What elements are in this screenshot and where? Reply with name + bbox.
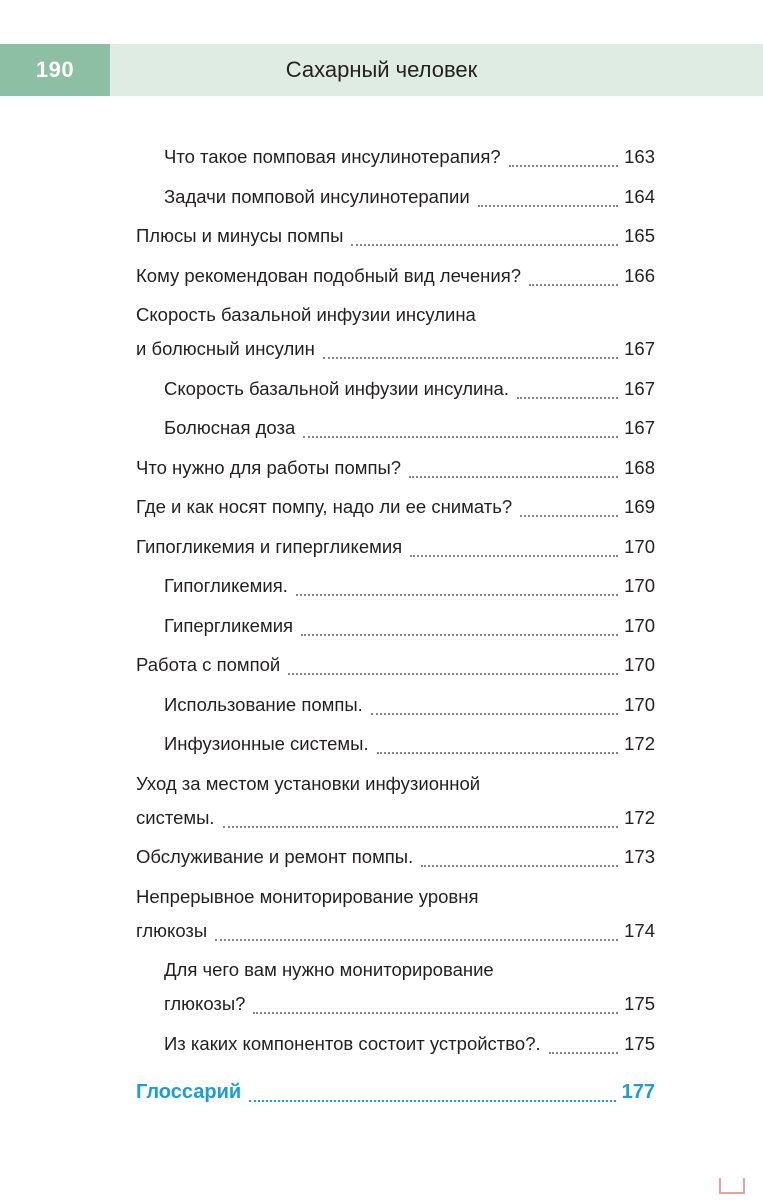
- dot-leader: [301, 634, 618, 636]
- toc-entry[interactable]: [136, 219, 655, 253]
- dot-leader: [296, 594, 618, 596]
- toc-entry[interactable]: [136, 688, 655, 722]
- toc-entry-label: Задачи помповой инсулинотерапии: [164, 185, 470, 207]
- toc-entry-label-block: [136, 880, 655, 948]
- toc-entry[interactable]: [136, 180, 655, 214]
- dot-leader: [517, 397, 618, 399]
- toc-entry-label-line2: глюкозы?: [164, 993, 246, 1014]
- toc-entry-page-number: 168: [624, 456, 655, 478]
- toc-entry[interactable]: [136, 840, 655, 874]
- toc-entry-page-number: 165: [624, 225, 655, 246]
- toc-entry-label-line2-row: [136, 801, 655, 835]
- toc-entry-label-block: [136, 298, 655, 366]
- toc-entry-label: Скорость базальной инфузии инсулина.: [164, 377, 509, 399]
- toc-entry-label: Плюсы и минусы помпы: [136, 225, 344, 246]
- toc-entry-label: Что нужно для работы помпы?: [136, 456, 402, 478]
- dot-leader: [249, 1100, 615, 1102]
- toc-entry-page-number: 172: [624, 806, 655, 828]
- toc-entry-page-number: 170: [624, 575, 655, 596]
- toc-entry[interactable]: [136, 372, 655, 406]
- toc-entry-label: Глоссарий: [136, 1080, 242, 1103]
- dot-leader: [223, 826, 619, 828]
- book-title: Сахарный человек: [285, 57, 478, 82]
- dot-leader: [351, 244, 618, 246]
- dot-leader: [377, 752, 619, 754]
- toc-entry-page-number: 169: [624, 496, 655, 517]
- toc-entry-page-number: 172: [624, 733, 655, 754]
- toc-entry[interactable]: [136, 569, 655, 603]
- toc-entry-page-number: 164: [624, 185, 655, 207]
- toc-entry-page-number: 170: [624, 654, 655, 675]
- corner-registration-mark: [719, 1178, 745, 1194]
- dot-leader: [410, 555, 618, 557]
- toc-entry-label: Работа с помпой: [136, 654, 281, 675]
- toc-entry-page-number: 170: [624, 693, 655, 715]
- dot-leader: [323, 357, 618, 359]
- dot-leader: [303, 436, 618, 438]
- toc-entry-label: Гипогликемия.: [164, 575, 288, 596]
- toc-entry-page-number: 166: [624, 264, 655, 286]
- dot-leader: [520, 515, 618, 517]
- toc-entry-label: Болюсная доза: [164, 417, 296, 438]
- toc-entry[interactable]: [136, 530, 655, 564]
- toc-entry-label: Гипогликемия и гипергликемия: [136, 535, 403, 557]
- toc-entry[interactable]: [136, 490, 655, 524]
- dot-leader: [529, 284, 618, 286]
- toc-entry-page-number: 177: [621, 1080, 655, 1103]
- toc-entry[interactable]: [136, 1027, 655, 1061]
- toc-entry-label: Использование помпы.: [164, 693, 363, 715]
- toc-entry-page-number: 175: [624, 1032, 655, 1054]
- toc-entry-label: Инфузионные системы.: [164, 733, 369, 754]
- toc-entry-label-line2-row: [164, 987, 655, 1021]
- page-header: [0, 44, 763, 96]
- toc-entry-label: Для чего вам нужно мониторирование: [164, 959, 494, 980]
- toc-entry-page-number: 173: [624, 846, 655, 867]
- toc-entry[interactable]: [136, 411, 655, 445]
- toc-entry[interactable]: [136, 767, 655, 835]
- toc-entry-label-block: [136, 767, 655, 835]
- toc-entry[interactable]: [136, 451, 655, 485]
- toc-entry-page-number: 175: [624, 993, 655, 1014]
- toc-entry-label: Кому рекомендован подобный вид лечения?: [136, 264, 522, 286]
- toc-entry-label: Что такое помповая инсулинотерапия?: [164, 146, 501, 167]
- toc-entry[interactable]: [136, 298, 655, 366]
- toc-entry-page-number: 170: [624, 614, 655, 636]
- toc-entry[interactable]: [136, 648, 655, 682]
- toc-entry-label: Скорость базальной инфузии инсулина: [136, 304, 476, 325]
- toc-entry[interactable]: [136, 953, 655, 1021]
- toc-entry[interactable]: [136, 259, 655, 293]
- dot-leader: [421, 865, 618, 867]
- running-title-band: [110, 44, 763, 96]
- toc-entry-label: Гипергликемия: [164, 614, 294, 636]
- toc-entry-label: Где и как носят помпу, надо ли ее снимать?: [136, 496, 513, 517]
- toc-entry-label-line2-row: [136, 914, 655, 948]
- toc-entry-label-line2: системы.: [136, 806, 215, 828]
- dot-leader: [253, 1012, 618, 1014]
- page-number-folio: 190: [0, 44, 110, 96]
- toc-entry-label: Из каких компонентов состоит устройство?.: [164, 1032, 541, 1054]
- dot-leader: [215, 939, 618, 941]
- toc-entry-page-number: 174: [624, 919, 655, 941]
- dot-leader: [371, 713, 618, 715]
- toc-entry-label: Обслуживание и ремонт помпы.: [136, 846, 414, 867]
- toc-entry-label: Уход за местом установки инфузионной: [136, 772, 481, 794]
- dot-leader: [288, 673, 618, 675]
- table-of-contents: [0, 140, 763, 1114]
- toc-entry-label: Непрерывное мониторирование уровня: [136, 885, 479, 907]
- toc-entry[interactable]: [136, 140, 655, 174]
- dot-leader: [549, 1052, 619, 1054]
- toc-entry[interactable]: [136, 609, 655, 643]
- toc-entry-label-block: [164, 953, 655, 1021]
- toc-entry-page-number: 167: [624, 377, 655, 399]
- toc-entry-label-line2-row: [136, 332, 655, 366]
- dot-leader: [478, 205, 618, 207]
- toc-entry-label-line2: и болюсный инсулин: [136, 338, 315, 359]
- toc-entry-page-number: 170: [624, 535, 655, 557]
- toc-entry-page-number: 163: [624, 146, 655, 167]
- dot-leader: [409, 476, 618, 478]
- toc-entry[interactable]: [136, 880, 655, 948]
- toc-entry-label-line2: глюкозы: [136, 919, 208, 941]
- toc-entry-page-number: 167: [624, 338, 655, 359]
- toc-entry-page-number: 167: [624, 417, 655, 438]
- dot-leader: [509, 165, 618, 167]
- toc-entry-glossary[interactable]: [136, 1075, 655, 1109]
- toc-entry[interactable]: [136, 727, 655, 761]
